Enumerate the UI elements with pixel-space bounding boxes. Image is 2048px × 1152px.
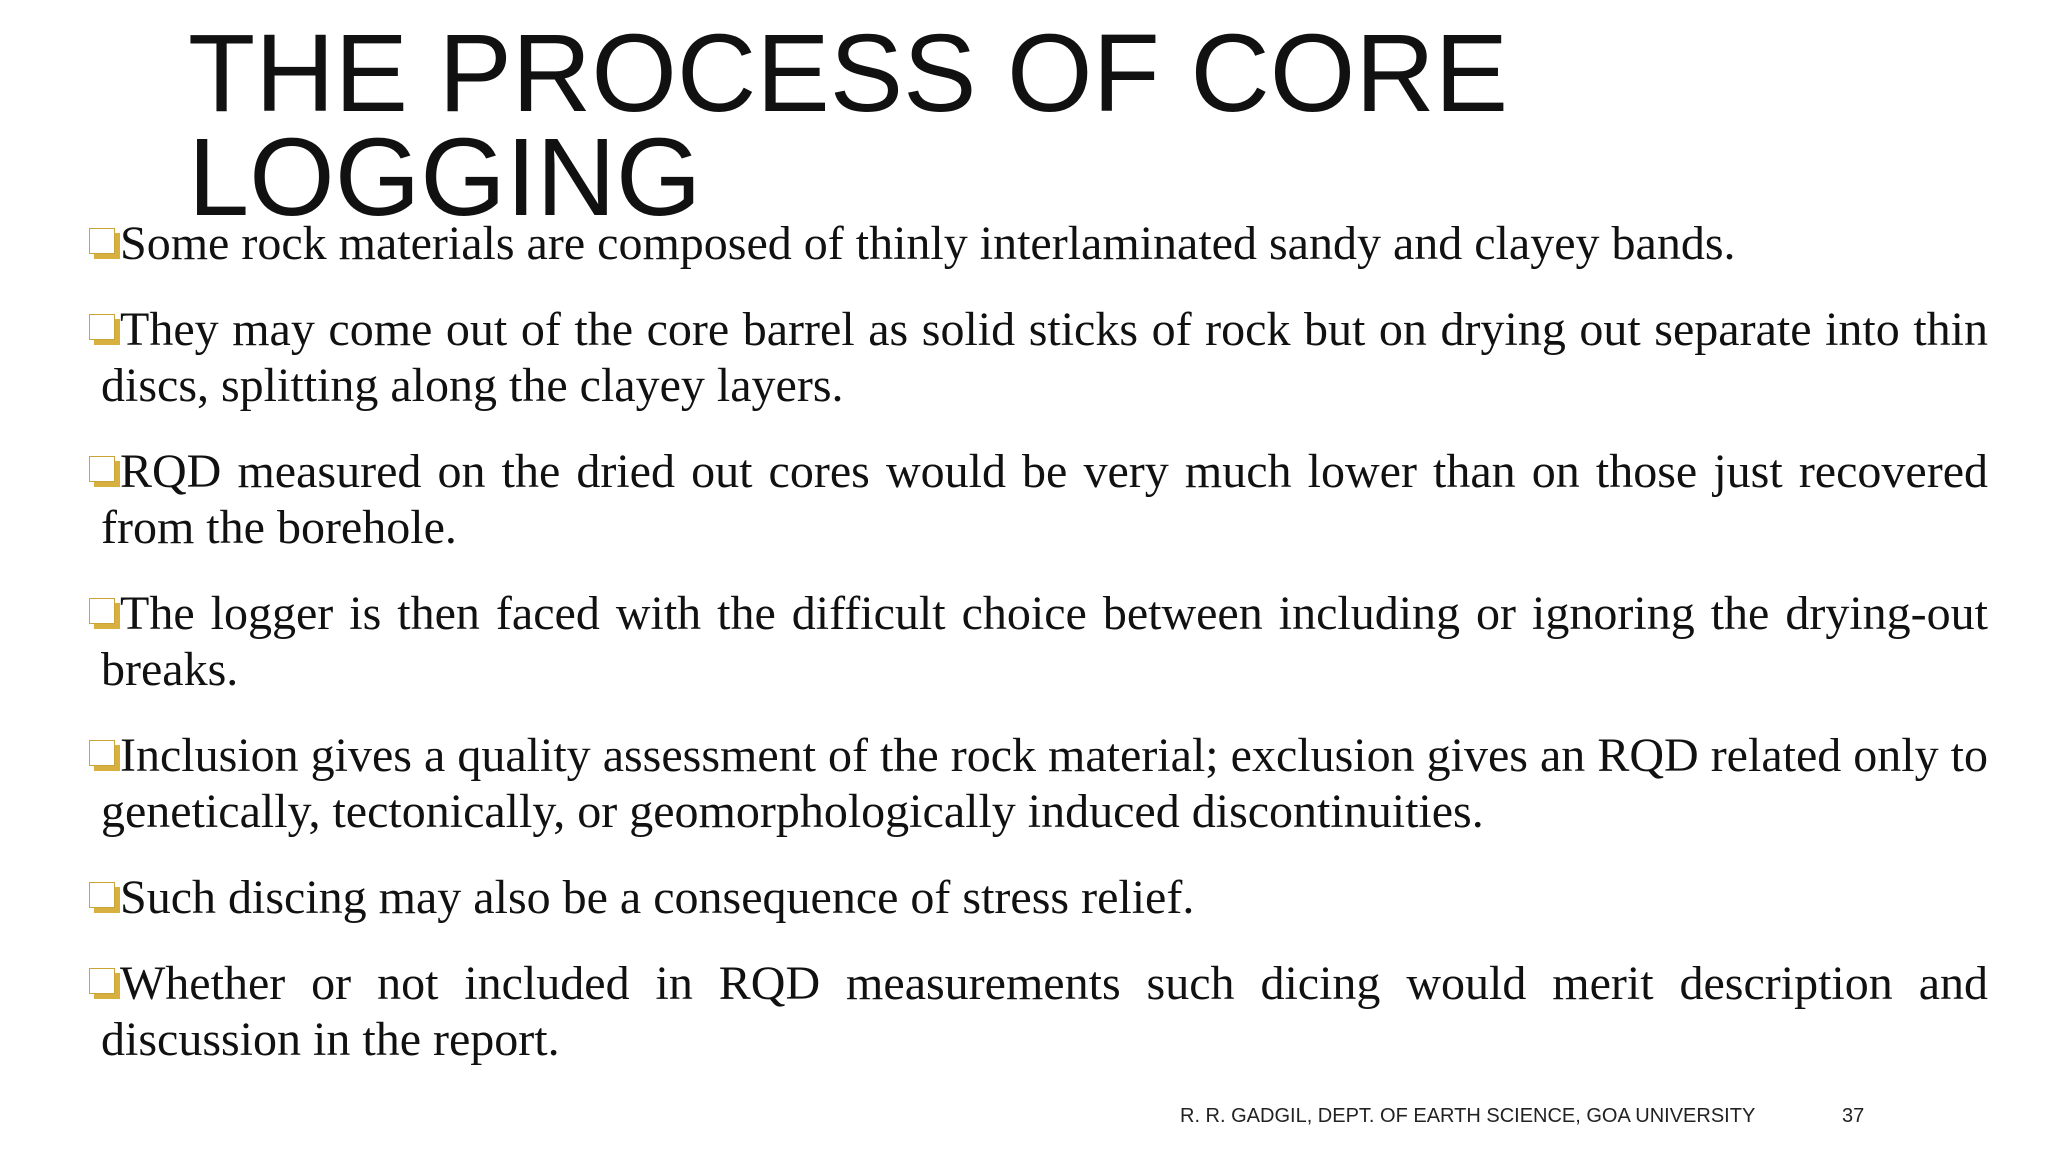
bullet-item [88,728,1988,840]
hollow-square-bullet-icon [88,227,120,263]
bullet-text: The logger is then faced with the difficult choice between including or ignoring the drying-out breaks. [101,587,1988,696]
slide-title: THE PROCESS OF CORE LOGGING [188,12,1509,239]
bullet-item [88,870,1988,926]
slide-footer: R. R. GADGIL, DEPT. OF EARTH SCIENCE, GOA UNIVERSITY [1180,1105,1756,1127]
hollow-square-bullet-icon [88,967,120,1003]
hollow-square-bullet-icon [88,881,120,917]
hollow-square-bullet-icon [88,455,120,491]
hollow-square-bullet-icon [88,313,120,349]
hollow-square-bullet-icon [88,597,120,633]
bullet-text: They may come out of the core barrel as solid sticks of rock but on drying out separate into thin discs, splitting along the clayey layers. [101,303,1988,412]
bullet-item [88,586,1988,698]
bullet-text: Inclusion gives a quality assessment of the rock material; exclusion gives an RQD related only to genetically, tectonically, or geomorphologically induced discontinuities. [101,729,1988,838]
bullet-text: RQD measured on the dried out cores would be very much lower than on those just recovered from the borehole. [101,445,1988,554]
hollow-square-bullet-icon [88,739,120,775]
page-number: 37 [1842,1105,1865,1127]
bullet-item [88,444,1988,556]
bullet-item [88,216,1988,272]
bullet-text: Whether or not included in RQD measurements such dicing would merit description and discussion in the report. [101,957,1988,1066]
bullet-text: Some rock materials are composed of thinly interlaminated sandy and clayey bands. [120,217,1736,270]
bullet-text: Such discing may also be a consequence of stress relief. [120,871,1195,924]
bullet-item [88,302,1988,414]
bullet-list [88,216,1988,1098]
bullet-item [88,956,1988,1068]
